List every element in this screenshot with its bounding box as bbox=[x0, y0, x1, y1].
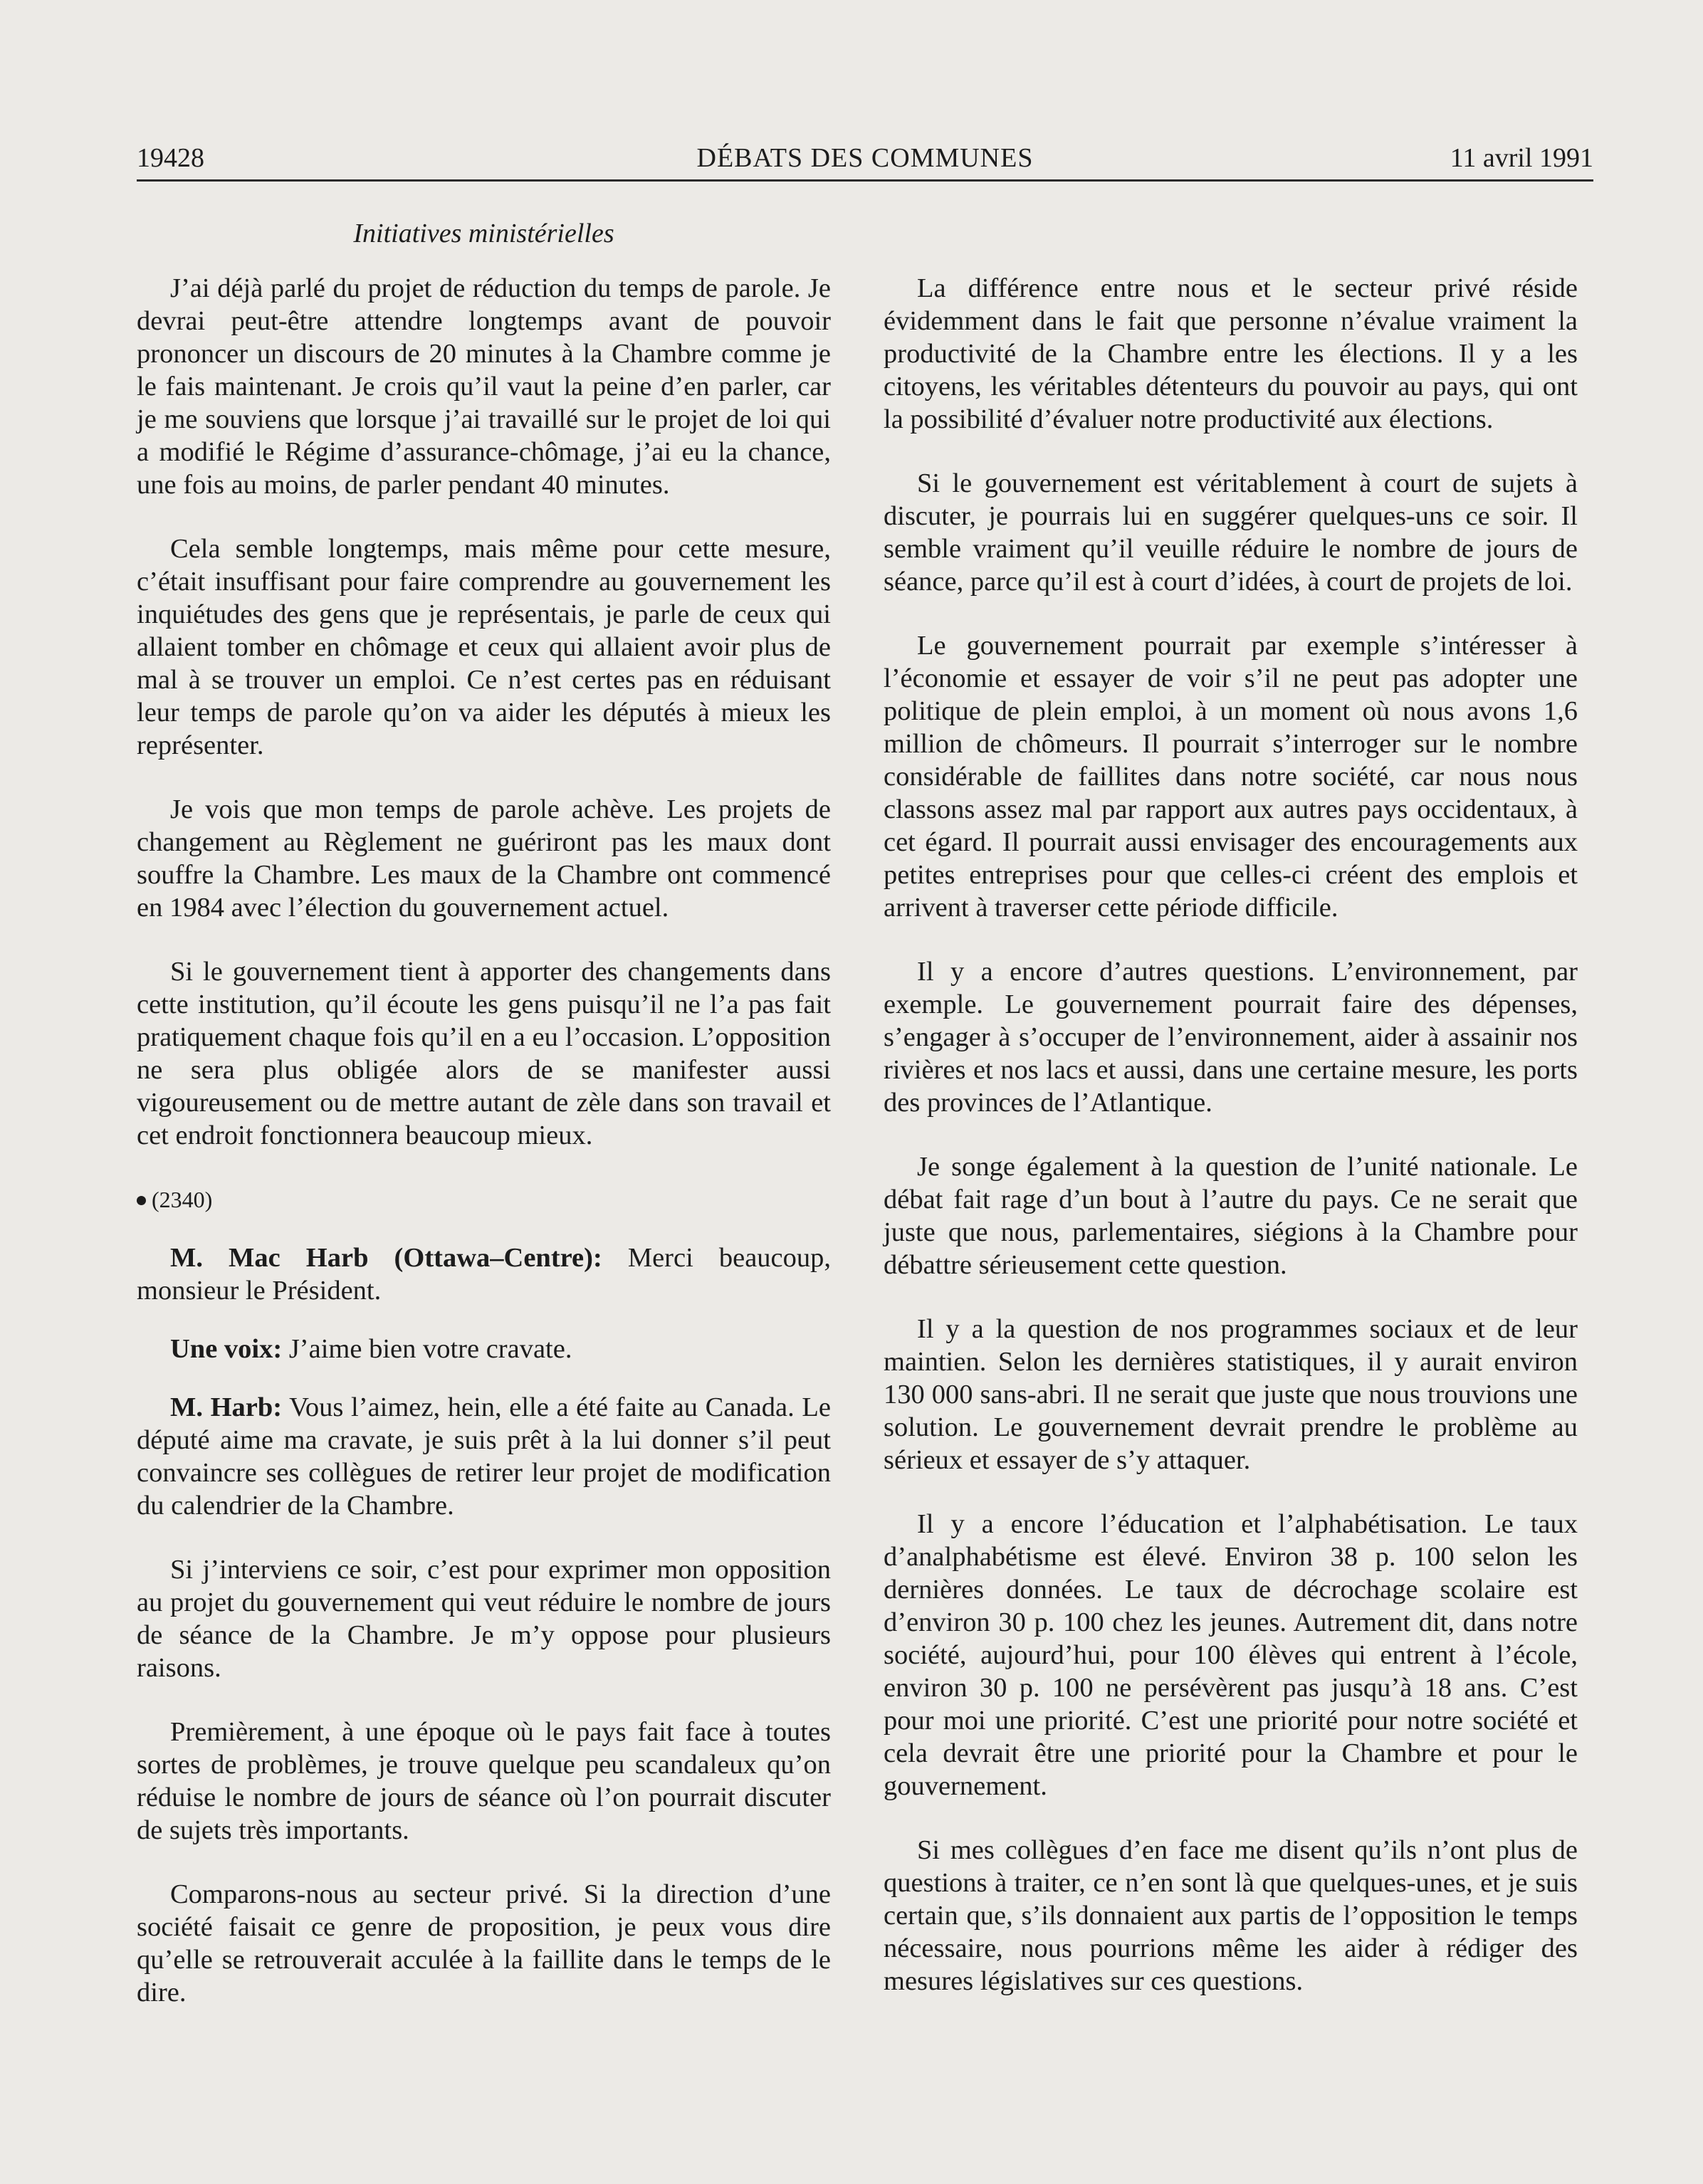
paragraph bbox=[137, 1333, 831, 1365]
speaker-name: Une voix: bbox=[170, 1334, 283, 1364]
paragraph: Je vois que mon temps de parole achève. Les projets de changement au Règlement ne guériront pas les maux dont souffre la Chambre. Les maux de la Chambre ont commencé en 1984 avec l’élection du gouvernement actuel. bbox=[137, 794, 831, 923]
paragraph: Le gouvernement pourrait par exemple s’intéresser à l’économie et essayer de voir s’il ne peut pas adopter une politique de plein emploi, à un moment où nous avons 1,6 million de chômeurs. Il pourrait s’interroger sur le nombre considérable de faillites dans notre société, car nous nous classons assez mal par rapport aux autres pays occidentaux, à cet égard. Il pourrait aussi envisager des encouragements aux petites entreprises pour que celles-ci créent des emplois et arrivent à traverser cette période difficile. bbox=[884, 631, 1578, 923]
paragraph: La différence entre nous et le secteur privé réside évidemment dans le fait que personne n’évalue vraiment la productivité de la Chambre entre les élections. Il y a les citoyens, les véritables détenteurs du pouvoir au pays, qui ont la possibilité d’évaluer notre productivité aux élections. bbox=[884, 273, 1578, 434]
speech-text: J’aime bien votre cravate. bbox=[282, 1334, 572, 1364]
page-header bbox=[137, 142, 1593, 181]
header-rule bbox=[137, 179, 1593, 182]
paragraph: Cela semble longtemps, mais même pour cette mesure, c’était insuffisant pour faire comprendre au gouvernement les inquiétudes des gens que je représentais, je parle de ceux qui allaient tomber en chômage et ceux qui allaient avoir plus de mal à se trouver un emploi. Ce n’est certes pas en réduisant leur temps de parole qu’on va aider les députés à mieux les représenter. bbox=[137, 534, 831, 760]
paragraph: Je songe également à la question de l’unité nationale. Le débat fait rage d’un bout à l’autre du pays. Ce ne serait que juste que nous, parlementaires, siégions à la Chambre pour débattre sérieusement cette question. bbox=[884, 1152, 1578, 1280]
paragraph: Il y a la question de nos programmes sociaux et de leur maintien. Selon les dernières statistiques, il y aurait environ 130 000 sans-abri. Il ne serait que juste que nous trouvions une solution. Le gouvernement devrait prendre le problème au sérieux et essayer de s’y attaquer. bbox=[884, 1314, 1578, 1475]
speech-text: Merci beaucoup, monsieur le Président. bbox=[137, 1243, 831, 1306]
paragraph: Si le gouvernement est véritablement à court de sujets à discuter, je pourrais lui en suggérer quelques-uns ce soir. Il semble vraiment qu’il veuille réduire le nombre de jours de séance, parce qu’il est à court d’idées, à court de projets de loi. bbox=[884, 468, 1578, 597]
publication-title: DÉBATS DES COMMUNES bbox=[696, 143, 1034, 173]
paragraph: Si le gouvernement tient à apporter des changements dans cette institution, qu’il écoute les gens puisqu’il ne l’a pas fait pratiquement chaque fois qu’il en a eu l’occasion. L’opposition ne sera plus obligée alors de se manifester aussi vigoureusement ou de mettre autant de zèle dans son travail et cet endroit fonctionnera beaucoup mieux. bbox=[137, 957, 831, 1150]
paragraph: Il y a encore d’autres questions. L’environnement, par exemple. Le gouvernement pourrait faire des dépenses, s’engager à s’occuper de l’environnement, aider à assainir nos rivières et nos lacs et aussi, dans une certaine mesure, les ports des provinces de l’Atlantique. bbox=[884, 957, 1578, 1118]
paragraph bbox=[137, 1241, 831, 1307]
paragraph: Si mes collègues d’en face me disent qu’ils n’ont plus de questions à traiter, ce n’en sont là que quelques-unes, et je suis certain que, s’ils donnaient aux partis de l’opposition le temps nécessaire, nous pourrions même les aider à rédiger des mesures législatives sur ces questions. bbox=[884, 1835, 1578, 1996]
bullet-icon bbox=[137, 1196, 146, 1205]
paragraph: Si j’interviens ce soir, c’est pour exprimer mon opposition au projet du gouvernement qui veut réduire le nombre de jours de séance de la Chambre. Je m’y oppose pour plusieurs raisons. bbox=[137, 1555, 831, 1683]
paragraph: J’ai déjà parlé du projet de réduction du temps de parole. Je devrai peut-être attendre longtemps avant de pouvoir prononcer un discours de 20 minutes à la Chambre comme je le fais maintenant. Je crois qu’il vaut la peine d’en parler, car je me souviens que lorsque j’ai travaillé sur le projet de loi qui a modifié le Régime d’assurance-chômage, j’ai eu la chance, une fois au moins, de parler pendant 40 minutes. bbox=[137, 273, 831, 500]
page-number: 19428 bbox=[137, 143, 204, 173]
left-column bbox=[137, 272, 831, 2040]
paragraph: Comparons-nous au secteur privé. Si la direction d’une société faisait ce genre de proposition, je peux vous dire qu’elle se retrouverait acculée à la faillite dans le temps de le dire. bbox=[137, 1879, 831, 2007]
time-marker-label: (2340) bbox=[152, 1187, 213, 1212]
paragraph bbox=[137, 1391, 831, 1522]
publication-date: 11 avril 1991 bbox=[1450, 143, 1593, 173]
section-title: Initiatives ministérielles bbox=[353, 219, 614, 248]
paragraph: Premièrement, à une époque où le pays fait face à toutes sortes de problèmes, je trouve quelque peu scandaleux qu’on réduise le nombre de jours de séance où l’on pourrait discuter de sujets très importants. bbox=[137, 1717, 831, 1845]
time-marker bbox=[137, 1183, 831, 1216]
speaker-name: M. Harb: bbox=[170, 1392, 283, 1422]
speech-text: Vous l’aimez, hein, elle a été faite au Canada. Le député aime ma cravate, je suis prêt à la lui donner s’il peut convaincre ses collègues de retirer leur projet de modification du calendrier de la Chambre. bbox=[137, 1392, 831, 1521]
paragraph: Il y a encore l’éducation et l’alphabétisation. Le taux d’analphabétisme est élevé. Environ 38 p. 100 selon les dernières données. Le taux de décrochage scolaire est d’environ 30 p. 100 chez les jeunes. Autrement dit, dans notre société, aujourd’hui, pour 100 élèves qui entrent à l’école, environ 30 p. 100 ne persévèrent pas jusqu’à 18 ans. C’est pour moi une priorité. C’est une priorité pour notre société et cela devrait être une priorité pour la Chambre et pour le gouvernement. bbox=[884, 1509, 1578, 1801]
speaker-name: M. Mac Harb (Ottawa–Centre): bbox=[170, 1243, 602, 1273]
right-column bbox=[884, 272, 1578, 2029]
